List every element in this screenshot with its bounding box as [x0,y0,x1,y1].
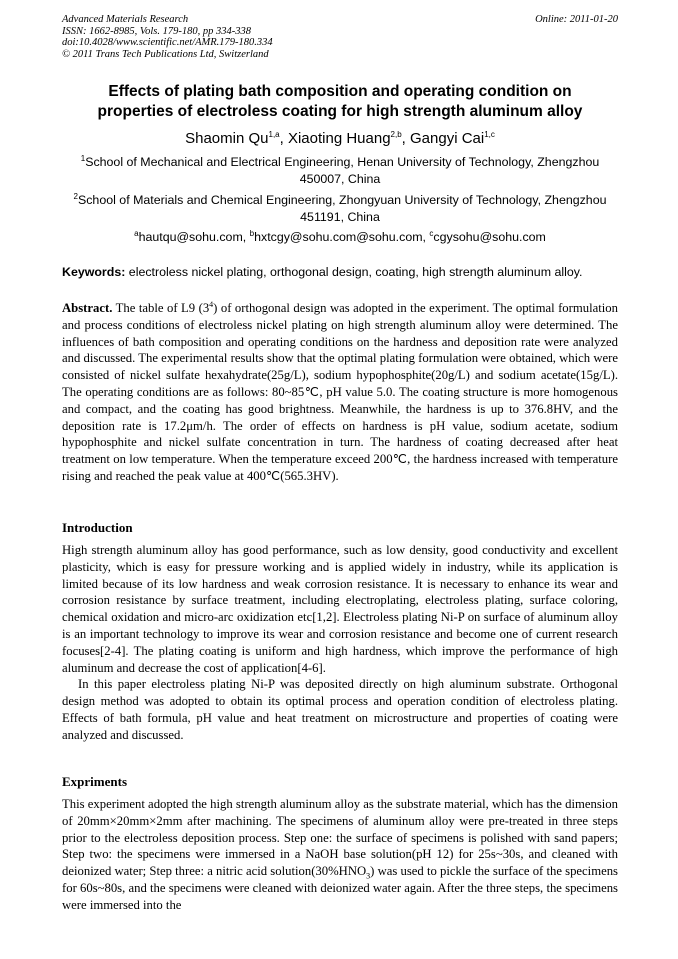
paragraph: High strength aluminum alloy has good performance, such as low density, good conductivity and excellent plasticity, which is easy for pressure working and is applied widely in industry, while its application is limited because of its low hardness and weak corrosion resistance. It is necessary to enhance its wear and corrosion resistance by surface treatment, including electroplating, electroless plating, surface coloring, chemical oxidation and micro-arc oxidization etc[1,2]. Electroless plating Ni-P on surface of aluminum alloy is an important technology to improve its wear and corrosion resistance and become one of current research focuses[2-4]. The plating coating is uniform and high hardness, which improve the performance of high aluminum and decrease the cost of application[4-6]. [62,543,618,675]
affiliation-number: 2 [73,191,78,201]
affiliation-1 [62,154,618,188]
title-line-2: properties of electroless coating for high strength aluminum alloy [97,103,583,120]
introduction-body [62,542,618,744]
keywords-text: electroless nickel plating, orthogonal design, coating, high strength aluminum alloy. [125,265,583,279]
paragraph-text: This experiment adopted the high strength aluminum alloy as the substrate material, which has the dimension of 20mm×20mm×2mm after machining. The specimens of aluminum alloy were pre-treated in three steps prior to the electroless deposition process. Step one: the surface of specimens is polished with sand papers; Step two: the specimens were immersed in a NaOH base solution(pH 12) for 25s~30s, and cleaned with deionized water; Step three: a nitric acid solution(30%HNO [62,797,618,879]
keywords-label: Keywords: [62,265,126,279]
doi-line: doi:10.4028/www.scientific.net/AMR.179-180.334 [62,37,273,48]
abstract-label: Abstract. [62,301,113,315]
author-separator: , [401,130,411,147]
abstract-text: ) of orthogonal design was adopted in the experiment. The optimal formulation and process conditions of electroless nickel plating on high strength aluminum alloy were determined. The influences of bath composition and operating conditions on the hardness and deposition rate were analyzed and discussed. The experimental results show that the optimal plating formulation were obtained, which were consisted of nickel sulfate hexahydrate(25g/L), sodium hypophosphite(20g/L) and sodium acetate(15g/L). The operating conditions are as follows: 80~85℃, pH value 5.0. The coating structure is more homogenous and compact, and the coating has good brightness. Meanwhile, the hardness is up to 376.8HV, and the deposition rate is 17.2μm/h. The order of effects on hardness is pH value, sodium acetate, sodium hypophosphite and nickel sulfate concentration in turn. The hardness of coating decreased after heat treatment on low temperature. When the temperature exceed 200℃, the hardness increased with temperature rising and reached the peak value at 400℃(565.3HV). [62,301,618,483]
email-mark: a [134,228,139,238]
abstract-superscript: 4 [209,299,214,309]
abstract-text: The table of L9 (3 [112,301,210,315]
author-name: Shaomin Qu [185,130,269,147]
experiments-heading: Expriments [62,774,127,789]
paragraph-text: ) was used to pickle the surface of the specimens for 60s~80s, and the specimens were cleaned with deionized water again. After the three steps, the specimens were immersed into the [62,864,618,912]
experiments-body [62,796,618,914]
affiliation-text: School of Materials and Chemical Engineering, Zhongyuan University of Technology, Zhengzhou [77,193,607,207]
author-affiliation-mark: 1,a [268,130,280,139]
email-link[interactable]: hxtcgy@sohu.com@sohu.com, [254,230,430,244]
email-mark: b [249,228,255,238]
paper-title [62,82,618,122]
issn-line: ISSN: 1662-8985, Vols. 179-180, pp 334-338 [62,25,251,37]
affiliation-text: School of Mechanical and Electrical Engineering, Henan University of Technology, Zhengzhou [85,155,600,169]
author-name: Xiaoting Huang [287,130,391,147]
paragraph: In this paper electroless plating Ni-P was deposited directly on high aluminum substrate. Orthogonal design method was adopted to obtain its optimal process and operation condition of electroless plating. Effects of bath formula, pH value and heat treatment on microstructure and properties of coating were analyzed and discussed. [62,677,618,742]
author-emails [62,229,618,246]
journal-header [62,14,618,60]
journal-name: Advanced Materials Research [62,14,189,25]
affiliation-text: 451191, China [300,210,380,224]
author-affiliation-mark: 1,c [484,130,495,139]
affiliation-2 [62,192,618,226]
copyright-line: © 2011 Trans Tech Publications Ltd, Switzerland [62,48,269,60]
affiliation-number: 1 [80,153,86,163]
chemical-subscript: 3 [366,871,371,881]
author-list [62,130,618,148]
email-link[interactable]: hautqu@sohu.com, [138,230,250,244]
email-link[interactable]: cgysohu@sohu.com [433,230,546,244]
abstract [62,300,618,485]
affiliation-text: 450007, China [299,172,381,186]
keywords [62,264,618,281]
author-separator: , [279,130,288,147]
email-mark: c [429,228,434,238]
author-affiliation-mark: 2,b [390,130,402,139]
title-line-1: Effects of plating bath composition and operating condition on [108,83,572,100]
author-name: Gangyi Cai [410,130,485,147]
online-date: Online: 2011-01-20 [535,14,618,25]
introduction-heading: Introduction [62,520,133,535]
